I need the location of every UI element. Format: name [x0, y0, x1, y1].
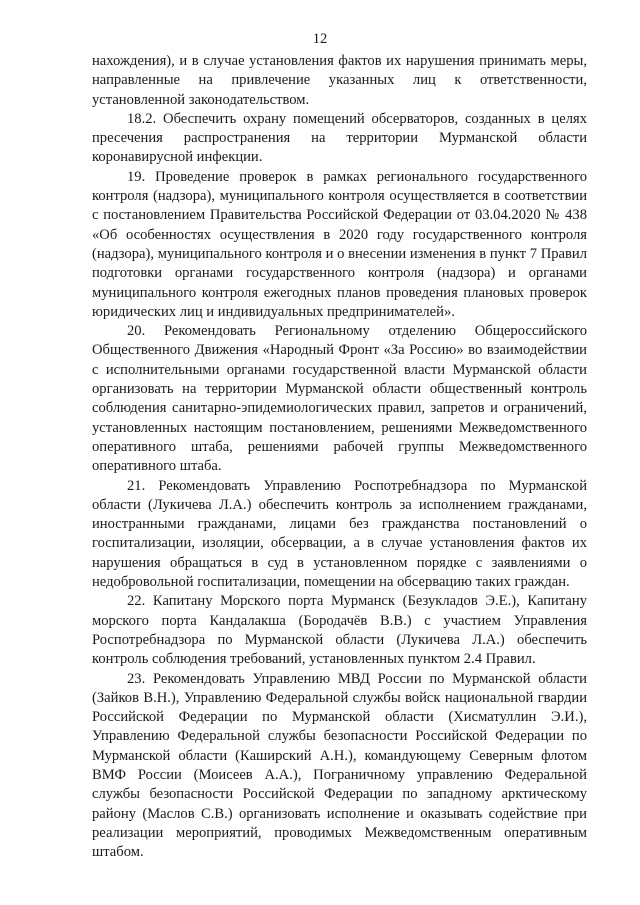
paragraph-21: 21. Рекомендовать Управлению Роспотребнадзора по Мурманской области (Лукичева Л.А.) обеспечить контроль за исполнением гражданами, иностранными гражданами, лицами без гражданства постановлений о госпитализации, изоляции, обсервации, а в случае установления фактов их нарушения обращаться в суд в установленном порядке с заявлениями о недобровольной госпитализации, помещении на обсервацию таких граждан. [92, 477, 587, 591]
paragraph-19: 19. Проведение проверок в рамках регионального государственного контроля (надзора), муниципального контроля осуществляется в соответствии с постановлением Правительства Российской Федерации от 03.04.2020 № 438 «Об особенностях осуществления в 2020 году государственного контроля (надзора), муниципального контроля и о внесении изменения в пункт 7 Правил подготовки органами государственного контроля (надзора) и органами муниципального контроля ежегодных планов проведения плановых проверок юридических лиц и индивидуальных предпринимателей». [92, 168, 587, 320]
paragraph-23: 23. Рекомендовать Управлению МВД России по Мурманской области (Зайков В.Н.), Управлению Федеральной службы войск национальной гвардии Российской Федерации по Мурманской области (Хисматуллин Э.И.), Управлению Федеральной службы безопасности Российской Федерации по Мурманской области (Каширский А.Н.), командующему Северным флотом ВМФ России (Моисеев А.А.), Пограничному управлению Федеральной службы безопасности Российской Федерации по западному арктическому району (Маслов С.В.) организовать исполнение и оказывать содействие при реализации мероприятий, проводимых Межведомственным оперативным штабом. [92, 670, 587, 861]
paragraph-18-2: 18.2. Обеспечить охрану помещений обсерваторов, созданных в целях пресечения распространения на территории Мурманской области коронавирусной инфекции. [92, 110, 587, 166]
paragraph-20: 20. Рекомендовать Региональному отделению Общероссийского Общественного Движения «Народный Фронт «За Россию» во взаимодействии с исполнительными органами государственной власти Мурманской области организовать на территории Мурманской области общественный контроль соблюдения санитарно-эпидемиологических правил, запретов и ограничений, установленных настоящим постановлением, решениями Межведомственного оперативного штаба, решениями рабочей группы Межведомственного оперативного штаба. [92, 323, 587, 475]
paragraph-22: 22. Капитану Морского порта Мурманск (Безукладов Э.Е.), Капитану морского порта Кандалакша (Бородачёв В.В.) с участием Управления Роспотребнадзора по Мурманской области (Лукичева Л.А.) обеспечить контроль соблюдения требований, установленных пунктом 2.4 Правил. [92, 593, 587, 668]
page-number: 12 [312, 31, 328, 47]
document-body [92, 52, 587, 862]
paragraph-continuation: нахождения), и в случае установления фактов их нарушения принимать меры, направленные на привлечение указанных лиц к ответственности, установленной законодательством. [92, 53, 587, 108]
